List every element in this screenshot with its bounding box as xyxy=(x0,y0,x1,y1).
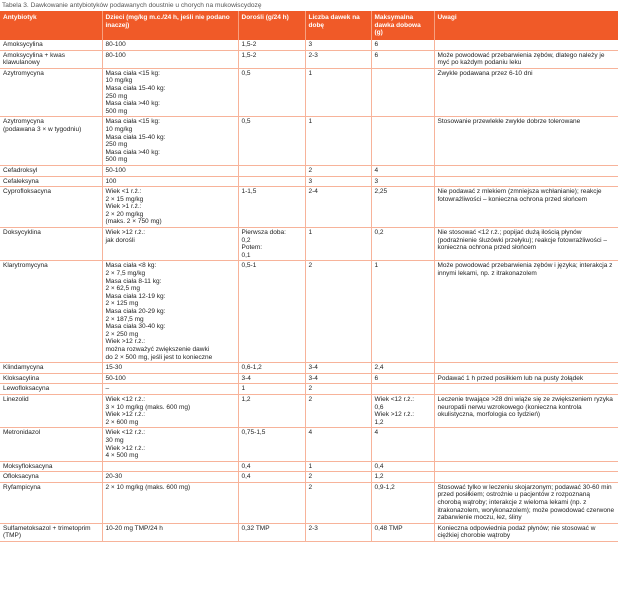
table-row xyxy=(0,384,618,395)
cell-doses-per-day: 3-4 xyxy=(305,373,371,384)
cell-children-dose: Masa ciała <15 kg: 10 mg/kg Masa ciała 15-40 kg: 250 mg Masa ciała >40 kg: 500 mg xyxy=(102,117,238,166)
cell-antibiotic: Cefadroksyl xyxy=(0,165,102,176)
cell-antibiotic: Linezolid xyxy=(0,394,102,427)
table-body xyxy=(0,40,618,542)
header-adult-dose: Dorośli (g/24 h) xyxy=(238,11,305,40)
cell-adult-dose: 3-4 xyxy=(238,373,305,384)
cell-children-dose: Masa ciała <15 kg: 10 mg/kg Masa ciała 15-40 kg: 250 mg Masa ciała >40 kg: 500 mg xyxy=(102,68,238,117)
cell-notes: Może powodować przebarwienia zębów, dlatego należy je myć po każdym podaniu leku xyxy=(434,50,618,68)
cell-doses-per-day: 3 xyxy=(305,176,371,187)
cell-antibiotic: Cefaleksyna xyxy=(0,176,102,187)
cell-children-dose: 80-100 xyxy=(102,50,238,68)
table-row xyxy=(0,363,618,374)
table-row xyxy=(0,187,618,228)
cell-children-dose: 10-20 mg TMP/24 h xyxy=(102,523,238,541)
cell-antibiotic: Ryfampicyna xyxy=(0,482,102,523)
header-notes: Uwagi xyxy=(434,11,618,40)
cell-adult-dose xyxy=(238,176,305,187)
cell-children-dose: 15-30 xyxy=(102,363,238,374)
cell-adult-dose: 0,6-1,2 xyxy=(238,363,305,374)
cell-doses-per-day: 1 xyxy=(305,117,371,166)
cell-doses-per-day: 2-4 xyxy=(305,187,371,228)
cell-doses-per-day: 3 xyxy=(305,40,371,50)
cell-antibiotic: Sulfametoksazol + trimetoprim (TMP) xyxy=(0,523,102,541)
cell-antibiotic: Amoksycylina + kwas klawulanowy xyxy=(0,50,102,68)
header-doses-per-day: Liczba dawek na dobę xyxy=(305,11,371,40)
table-row xyxy=(0,117,618,166)
cell-notes xyxy=(434,40,618,50)
table-row xyxy=(0,228,618,261)
cell-notes: Zwykle podawana przez 6-10 dni xyxy=(434,68,618,117)
cell-doses-per-day: 4 xyxy=(305,428,371,461)
cell-adult-dose: Pierwsza doba: 0,2 Potem: 0,1 xyxy=(238,228,305,261)
cell-max-daily-dose: 2,25 xyxy=(371,187,434,228)
cell-adult-dose: 0,75-1,5 xyxy=(238,428,305,461)
cell-adult-dose: 1,5-2 xyxy=(238,40,305,50)
cell-notes: Podawać 1 h przed posiłkiem lub na pusty żołądek xyxy=(434,373,618,384)
dosage-table xyxy=(0,11,618,542)
header-children-dose: Dzieci (mg/kg m.c./24 h, jeśli nie podano inaczej) xyxy=(102,11,238,40)
cell-doses-per-day: 3-4 xyxy=(305,363,371,374)
cell-notes: Konieczna odpowiednia podaż płynów; nie stosować w ciężkiej chorobie wątroby xyxy=(434,523,618,541)
cell-max-daily-dose: 0,9-1,2 xyxy=(371,482,434,523)
cell-adult-dose: 0,5-1 xyxy=(238,261,305,363)
cell-max-daily-dose xyxy=(371,68,434,117)
cell-max-daily-dose: 0,48 TMP xyxy=(371,523,434,541)
cell-children-dose: 20-30 xyxy=(102,472,238,483)
table-row xyxy=(0,50,618,68)
table-row xyxy=(0,472,618,483)
cell-children-dose: 50-100 xyxy=(102,373,238,384)
cell-notes: Stosowanie przewlekłe zwykle dobrze tolerowane xyxy=(434,117,618,166)
cell-max-daily-dose xyxy=(371,117,434,166)
cell-doses-per-day: 1 xyxy=(305,228,371,261)
cell-children-dose: Wiek <12 r.ż.: 3 × 10 mg/kg (maks. 600 mg) Wiek >12 r.ż.: 2 × 600 mg xyxy=(102,394,238,427)
cell-doses-per-day: 2 xyxy=(305,384,371,395)
cell-notes xyxy=(434,384,618,395)
cell-antibiotic: Moksyfloksacyna xyxy=(0,461,102,472)
table-row xyxy=(0,165,618,176)
cell-max-daily-dose: 6 xyxy=(371,50,434,68)
table-row xyxy=(0,373,618,384)
cell-children-dose: Wiek <1 r.ż.: 2 × 15 mg/kg Wiek >1 r.ż.: 2 × 20 mg/kg (maks. 2 × 750 mg) xyxy=(102,187,238,228)
cell-adult-dose: 0,4 xyxy=(238,461,305,472)
table-row xyxy=(0,482,618,523)
cell-max-daily-dose: 4 xyxy=(371,165,434,176)
cell-max-daily-dose: 2,4 xyxy=(371,363,434,374)
cell-children-dose: 2 × 10 mg/kg (maks. 600 mg) xyxy=(102,482,238,523)
cell-notes: Nie stosować <12 r.ż.; popijać dużą ilością płynów (podrażnienie śluzówki przełyku); reakcje fotowrażliwości – konieczna ochrona przed słońcem xyxy=(434,228,618,261)
cell-children-dose: – xyxy=(102,384,238,395)
cell-adult-dose: 0,5 xyxy=(238,117,305,166)
cell-adult-dose xyxy=(238,482,305,523)
cell-children-dose: Wiek <12 r.ż.: 30 mg Wiek >12 r.ż.: 4 × 500 mg xyxy=(102,428,238,461)
cell-adult-dose: 0,4 xyxy=(238,472,305,483)
cell-max-daily-dose: 6 xyxy=(371,373,434,384)
cell-notes xyxy=(434,165,618,176)
cell-adult-dose: 1,5-2 xyxy=(238,50,305,68)
cell-antibiotic: Lewofloksacyna xyxy=(0,384,102,395)
table-row xyxy=(0,394,618,427)
cell-notes xyxy=(434,461,618,472)
table-row xyxy=(0,428,618,461)
header-antibiotic: Antybiotyk xyxy=(0,11,102,40)
table-caption: Tabela 3. Dawkowanie antybiotyków podawanych doustnie u chorych na mukowiscydozę xyxy=(2,2,262,9)
cell-children-dose: 100 xyxy=(102,176,238,187)
cell-antibiotic: Metronidazol xyxy=(0,428,102,461)
cell-antibiotic: Doksycyklina xyxy=(0,228,102,261)
cell-adult-dose: 1-1,5 xyxy=(238,187,305,228)
table-row xyxy=(0,461,618,472)
table-row xyxy=(0,40,618,50)
cell-doses-per-day: 2 xyxy=(305,394,371,427)
cell-antibiotic: Klarytromycyna xyxy=(0,261,102,363)
cell-max-daily-dose: 0,2 xyxy=(371,228,434,261)
cell-max-daily-dose: 0,4 xyxy=(371,461,434,472)
cell-children-dose xyxy=(102,461,238,472)
cell-max-daily-dose: 1 xyxy=(371,261,434,363)
cell-antibiotic: Amoksycylina xyxy=(0,40,102,50)
cell-adult-dose: 1 xyxy=(238,384,305,395)
cell-max-daily-dose: 4 xyxy=(371,428,434,461)
cell-antibiotic: Cyprofloksacyna xyxy=(0,187,102,228)
cell-max-daily-dose: Wiek <12 r.ż.: 0,6 Wiek >12 r.ż.: 1,2 xyxy=(371,394,434,427)
table-header xyxy=(0,11,618,40)
cell-doses-per-day: 2-3 xyxy=(305,50,371,68)
cell-notes: Leczenie trwające >28 dni wiąże się ze zwiększeniem ryzyka neuropatii nerwu wzrokowego (konieczna kontrola okulistyczna, morfologia co tydzień) xyxy=(434,394,618,427)
cell-antibiotic: Azytromycyna xyxy=(0,68,102,117)
table-row xyxy=(0,523,618,541)
table-row xyxy=(0,261,618,363)
cell-doses-per-day: 1 xyxy=(305,68,371,117)
cell-antibiotic: Kloksacylina xyxy=(0,373,102,384)
cell-antibiotic: Ofloksacyna xyxy=(0,472,102,483)
cell-doses-per-day: 2 xyxy=(305,261,371,363)
header-max-daily-dose: Maksymalna dawka dobowa (g) xyxy=(371,11,434,40)
header-row xyxy=(0,11,618,40)
cell-notes: Stosować tylko w leczeniu skojarzonym; podawać 30-60 min przed posiłkiem; ostrożnie u pacjentów z rozpoznaną chorobą wątroby; interakcje z wieloma lekami (np. z itrakonazolem, worykonazolem); może powodować czerwone zabarwienie moczu, łez, śliny xyxy=(434,482,618,523)
cell-doses-per-day: 2 xyxy=(305,165,371,176)
cell-notes xyxy=(434,428,618,461)
cell-children-dose: Wiek >12 r.ż.: jak dorośli xyxy=(102,228,238,261)
cell-max-daily-dose: 3 xyxy=(371,176,434,187)
cell-antibiotic: Azytromycyna (podawana 3 × w tygodniu) xyxy=(0,117,102,166)
cell-doses-per-day: 2 xyxy=(305,472,371,483)
cell-children-dose: 50-100 xyxy=(102,165,238,176)
cell-children-dose: 80-100 xyxy=(102,40,238,50)
cell-adult-dose: 1,2 xyxy=(238,394,305,427)
cell-max-daily-dose: 1,2 xyxy=(371,472,434,483)
cell-notes: Nie podawać z mlekiem (zmniejsza wchłanianie); reakcje fotowrażliwości – konieczna ochrona przed słońcem xyxy=(434,187,618,228)
cell-notes xyxy=(434,472,618,483)
table-row xyxy=(0,176,618,187)
cell-adult-dose: 0,32 TMP xyxy=(238,523,305,541)
cell-antibiotic: Klindamycyna xyxy=(0,363,102,374)
table-row xyxy=(0,68,618,117)
cell-children-dose: Masa ciała <8 kg: 2 × 7,5 mg/kg Masa ciała 8-11 kg: 2 × 62,5 mg Masa ciała 12-19 kg: 2 × 125 mg Masa ciała 20-29 kg: 2 × 187,5 mg Masa ciała 30-40 kg: 2 × 250 mg Wiek >12 r.ż.: można rozważyć zwiększenie dawki do 2 × 500 mg, jeśli jest to konieczne xyxy=(102,261,238,363)
cell-doses-per-day: 1 xyxy=(305,461,371,472)
cell-notes: Może powodować przebarwienia zębów i języka; interakcja z innymi lekami, np. z itrakonazolem xyxy=(434,261,618,363)
cell-max-daily-dose: 6 xyxy=(371,40,434,50)
cell-doses-per-day: 2 xyxy=(305,482,371,523)
cell-notes xyxy=(434,363,618,374)
cell-adult-dose: 0,5 xyxy=(238,68,305,117)
cell-doses-per-day: 2-3 xyxy=(305,523,371,541)
cell-adult-dose xyxy=(238,165,305,176)
cell-max-daily-dose xyxy=(371,384,434,395)
cell-notes xyxy=(434,176,618,187)
